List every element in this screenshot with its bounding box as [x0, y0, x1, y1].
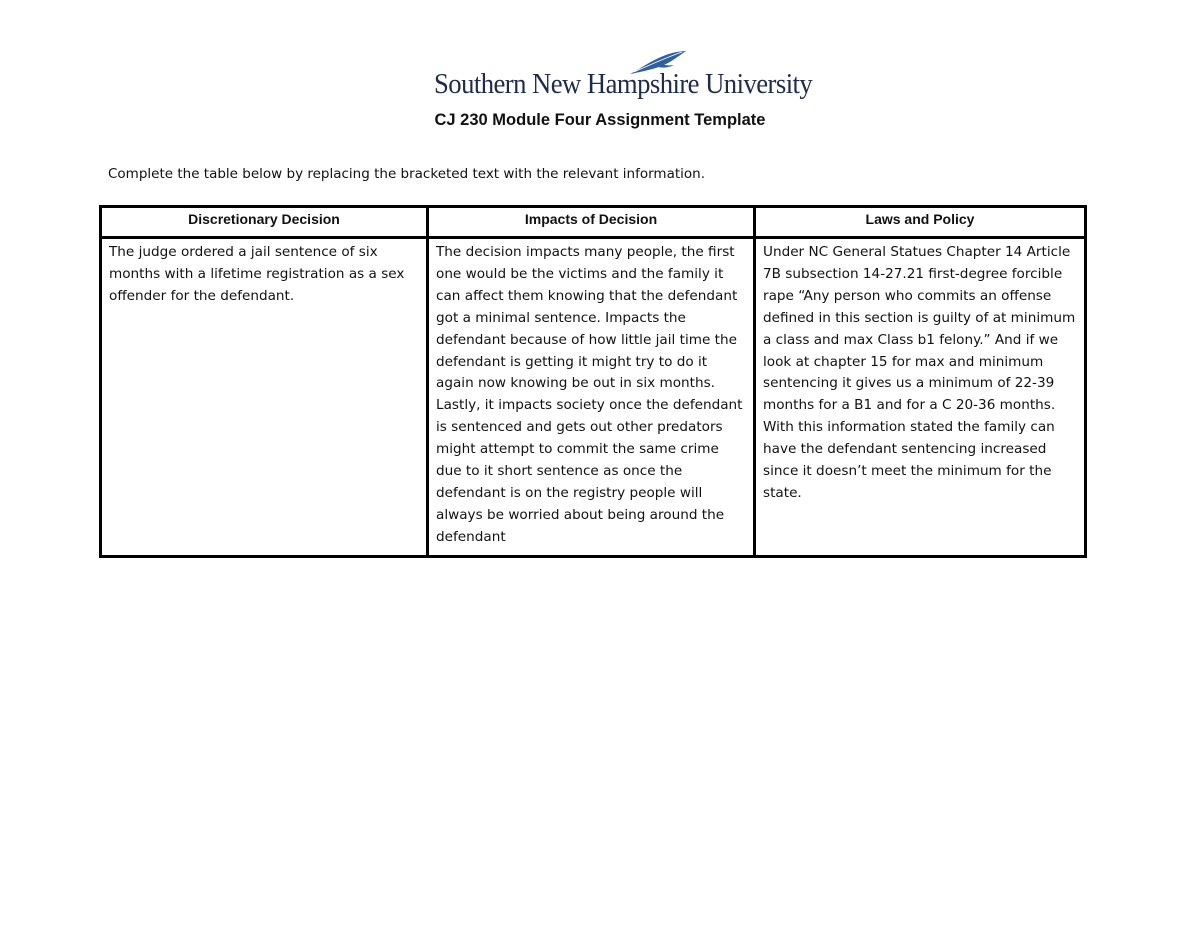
cell-discretionary-decision: The judge ordered a jail sentence of six months with a lifetime registration as a sex offender for the defendant. [101, 238, 428, 557]
cell-laws-and-policy: Under NC General Statues Chapter 14 Article 7B subsection 14-27.21 first-degree forcible rape “Any person who commits an offense defined in this section is guilty of at minimum a class and max Class b1 felony.” And if we look at chapter 15 for max and minimum sentencing it gives us a minimum of 22-39 months for a B1 and for a C 20-36 months. With this information stated the family can have the defendant sentencing increased since it doesn’t meet the minimum for the state. [755, 238, 1086, 557]
table-header-row [101, 207, 1086, 238]
header-impacts-of-decision: Impacts of Decision [428, 207, 755, 238]
assignment-table [99, 205, 1087, 558]
instructions-text: Complete the table below by replacing the bracketed text with the relevant information. [108, 166, 705, 182]
cell-impacts-of-decision: The decision impacts many people, the first one would be the victims and the family it can affect them knowing that the defendant got a minimal sentence. Impacts the defendant because of how little jail time the defendant is getting it might try to do it again now knowing be out in six months. Lastly, it impacts society once the defendant is sentenced and gets out other predators might attempt to commit the same crime due to it short sentence as once the defendant is on the registry people will always be worried about being around the defendant [428, 238, 755, 557]
header-laws-and-policy: Laws and Policy [755, 207, 1086, 238]
university-logo [432, 48, 813, 104]
university-logo-text: Southern New Hampshire University [434, 68, 813, 100]
page-title: CJ 230 Module Four Assignment Template [434, 111, 766, 129]
header-discretionary-decision: Discretionary Decision [101, 207, 428, 238]
table-row [101, 238, 1086, 557]
